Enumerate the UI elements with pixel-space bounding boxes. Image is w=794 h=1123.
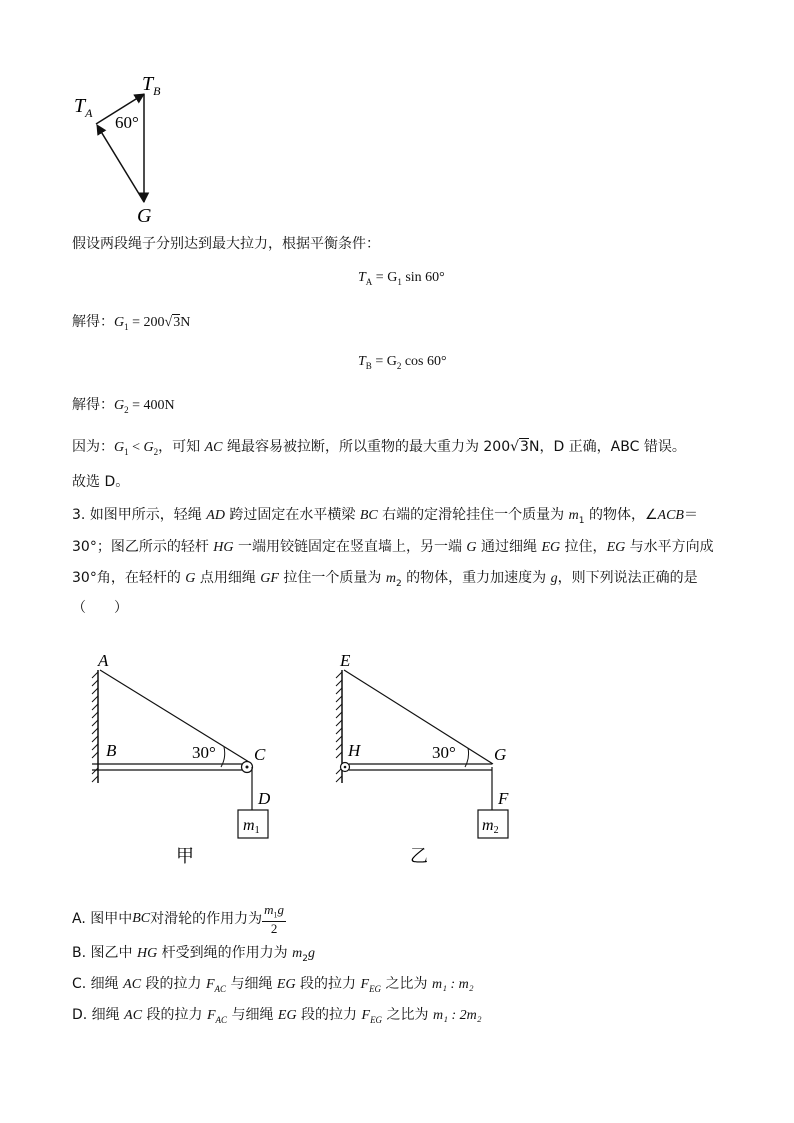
point-h: H (348, 741, 361, 760)
wall-hatch-jia (92, 672, 98, 782)
option-b[interactable]: B. 图乙中 HG 杆受到绳的作用力为 $m_2g$ (72, 945, 315, 964)
force-triangle-figure (60, 70, 180, 230)
rope-eg (344, 670, 493, 764)
equation-tb: $T_B = G_2$ cos 60° (358, 354, 447, 371)
pulley-axle (246, 766, 249, 769)
fraction-m1g-over-2: $\frac{m_1g}{2}$ (264, 901, 285, 937)
solution-g2: 解得：$G_2 = 400N$ (72, 397, 175, 415)
question3-line2: 30°；图乙所示的轻杆 HG 一端用铰链固定在竖直墙上，另一端 G 通过细绳 EG 拉住，EG 与水平方向成 (72, 539, 714, 555)
ta-label: $T_A$ (74, 95, 93, 120)
option-a[interactable]: A. 图甲中 BC 对滑轮的作用力为 $\frac{m_1g}{2}$ (72, 901, 285, 937)
point-b: B (106, 741, 117, 760)
answer-choice: 故选 D。 (72, 474, 130, 490)
ta-vector (97, 125, 144, 202)
tb-label: $T_B$ (142, 73, 161, 98)
point-d: D (258, 789, 271, 808)
solution-g1: 解得：$G_1 = 200√3N$ (72, 314, 191, 332)
caption-jia: 甲 (176, 846, 194, 866)
question3-line3: 30°角，在轻杆的 G 点用细绳 GF 拉住一个质量为 $m_2$ 的物体，重力加速度为 g，则下列说法正确的是 (72, 570, 698, 589)
angle-label-yi: 30° (432, 743, 456, 762)
question3-paren: （ ） (72, 600, 128, 616)
because-line: 因为：$G_1 < G_2$，可知 AC 绳最容易被拉断，所以重物的最大重力为 200√3N，D 正确，ABC 错误。 (72, 439, 686, 457)
figure-yi (330, 648, 530, 868)
caption-yi: 乙 (410, 846, 428, 866)
option-c[interactable]: C. 细绳 AC 段的拉力 $F_{AC}$ 与细绳 EG 段的拉力 $F_{EG}$ 之比为 m₁ : m₂ (72, 976, 474, 994)
rope-ac (100, 670, 249, 762)
figure-jia (86, 648, 286, 868)
mass-label-m2: m2 (482, 817, 499, 836)
para-balance: 假设两段绳子分别达到最大拉力，根据平衡条件： (72, 236, 380, 252)
angle-label: 60° (115, 113, 139, 132)
point-g: G (494, 745, 507, 764)
point-c: C (254, 745, 266, 764)
point-f: F (498, 789, 509, 808)
point-e: E (340, 651, 351, 670)
equation-ta: $T_A = G_1$ sin 60° (358, 270, 445, 287)
question3-line1: 3. 如图甲所示，轻绳 AD 跨过固定在水平横梁 BC 右端的定滑轮挂住一个质量为 $m_1$ 的物体，∠ACB＝ (72, 507, 698, 526)
mass-label-m1: m1 (243, 817, 260, 836)
option-d[interactable]: D. 细绳 AC 段的拉力 $F_{AC}$ 与细绳 EG 段的拉力 $F_{EG}$ 之比为 m₁ : 2m₂ (72, 1007, 482, 1025)
point-a: A (98, 651, 109, 670)
hinge-pin (344, 766, 347, 769)
angle-label-jia: 30° (192, 743, 216, 762)
g-label: G (137, 205, 152, 227)
